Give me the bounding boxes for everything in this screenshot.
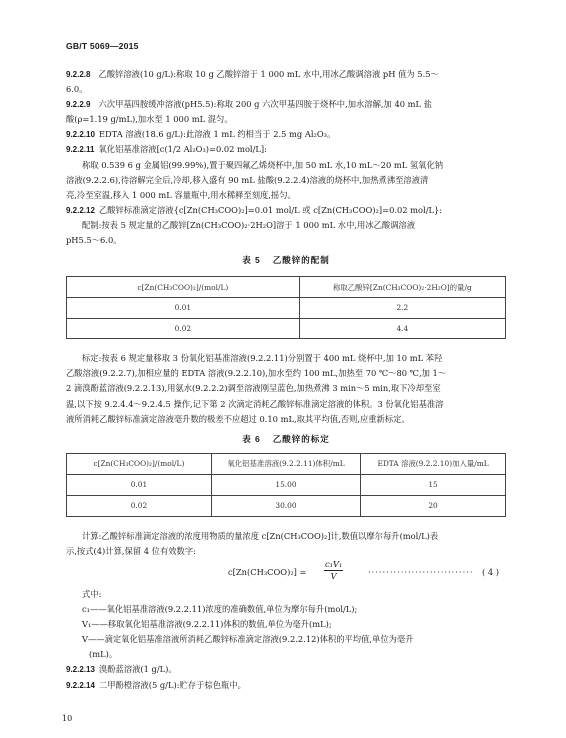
table-row: [67, 298, 506, 319]
table-cell: 0.01: [67, 474, 212, 495]
table-cell: 2.2: [299, 298, 505, 319]
item-number: 9.2.2.8: [66, 70, 91, 79]
table-cell: 20: [361, 495, 506, 516]
paragraph-line: 配制:按表 5 规定量的乙酸锌[Zn(CH₃COO)₂·2H₂O]溶于 1 000 mL 水中,用冰乙酸调溶液: [82, 219, 416, 230]
table-row: [67, 474, 506, 495]
definition-v: V——滴定氧化铝基准溶液所消耗乙酸锌标准滴定溶液(9.2.2.12)体积的平均值,单位为毫升: [82, 634, 414, 645]
table-cell: 15.00: [211, 474, 360, 495]
table-header-cell: 氧化铝基准溶液(9.2.2.11)体积/mL: [211, 453, 360, 474]
document-body: [66, 67, 506, 693]
table6-title: 乙酸锌的标定: [272, 433, 330, 444]
item-text: 二甲酚橙溶液(5 g/L):贮存于棕色瓶中。: [98, 679, 246, 690]
item-number: 9.2.2.10: [66, 130, 95, 140]
table-header-row: [67, 277, 506, 298]
paragraph-line: pH5.5～6.0。: [66, 235, 122, 246]
paragraph-line: 称取 0.539 6 g 金属铝(99.99%),置于聚四氟乙烯烧杯中,加 50 mL 水,10 mL～20 mL 氢氧化钠: [82, 159, 444, 170]
item-continuation: 6.0。: [66, 84, 88, 95]
table-row: [67, 495, 506, 516]
item-9-2-2-13: [66, 662, 506, 677]
formula-denominator: V: [330, 570, 337, 581]
formula-number: ( 4 ): [482, 566, 500, 577]
table-header-cell: 称取乙酸锌[Zn(CH₃COO)₂·2H₂O]的量/g: [299, 277, 505, 298]
item-number: 9.2.2.14: [66, 680, 95, 690]
item-text: 六次甲基四胺缓冲溶液(pH5.5):称取 200 g 六次甲基四胺于烧杯中,加水溶解,加 40 mL 盐: [98, 99, 432, 110]
item-9-2-2-8: [66, 67, 506, 82]
page-number: 10: [62, 714, 73, 723]
item-9-2-2-14: [66, 678, 506, 693]
where-label: 式中:: [82, 588, 102, 599]
item-9-2-2-11: [66, 142, 506, 157]
item-text: 氧化铝基准溶液[c(1/2 Al₂O₃)=0.02 mol/L]:: [98, 144, 267, 155]
table-header-cell: EDTA 溶液(9.2.2.10)加入量/mL: [361, 453, 506, 474]
table-5: [66, 276, 506, 339]
calc-line: 示,按式(4)计算,保留 4 位有效数字:: [66, 545, 196, 556]
item-continuation: 酸(ρ=1.19 g/mL),加水至 1 000 mL 混匀。: [66, 114, 233, 125]
table5-label: 表 5: [242, 255, 261, 266]
table6-caption: [66, 432, 506, 447]
item-9-2-2-9: [66, 97, 506, 112]
definition-c1: c₁——氧化铝基准溶液(9.2.2.11)浓度的准确数值,单位为摩尔每升(mol/L);: [82, 604, 358, 615]
table-cell: 15: [361, 474, 506, 495]
table-row: [67, 318, 506, 339]
calc-line: 计算:乙酸锌标准滴定溶液的浓度用物质的量浓度 c[Zn(CH₃COO)₂]计,数值以摩尔每升(mol/L)表: [82, 530, 439, 541]
calibration-line: 乙酸溶液(9.2.2.7),加相应量的 EDTA 溶液(9.2.2.10),加水至约 100 mL,加热至 70 ℃～80 ℃,加 1～: [66, 368, 447, 379]
calibration-line: 温,以下按 9.2.4.4～9.2.4.5 操作,记下第 2 次滴定消耗乙酸锌标准滴定溶液的体积。3 份氧化铝基准溶: [66, 398, 444, 409]
table5-caption: [66, 253, 506, 268]
item-text: 溴酚蓝溶液(1 g/L)。: [98, 664, 177, 675]
formula-4: [66, 559, 506, 583]
paragraph-line: 亮,冷至室温,移入 1 000 mL 容量瓶中,用水稀释至刻度,摇匀。: [66, 189, 296, 200]
table-cell: 4.4: [299, 318, 505, 339]
formula-fraction: [324, 559, 343, 582]
definition-v-continuation: (mL)。: [89, 649, 118, 660]
item-text: 乙酸锌标准滴定溶液{c[Zn(CH₃COO)₂]=0.01 mol/L 或 c[Zn(CH₃COO)₂]=0.02 mol/L}:: [98, 204, 443, 215]
calibration-line: 2 滴溴酚蓝溶液(9.2.2.13),用氨水(9.2.2.2)调至溶液刚呈蓝色,加热煮沸 3 min～5 min,取下冷却至室: [66, 383, 441, 394]
table-header-row: [67, 453, 506, 474]
item-number: 9.2.2.11: [66, 145, 95, 155]
table6-label: 表 6: [242, 433, 261, 444]
table-cell: 30.00: [211, 495, 360, 516]
table-cell: 0.01: [67, 298, 300, 319]
paragraph-line: 溶液(9.2.2.6),待溶解完全后,冷却,移入盛有 90 mL 盐酸(9.2.2.4)溶液的烧杯中,加热煮沸至溶液清: [66, 174, 429, 185]
table-cell: 0.02: [67, 495, 212, 516]
formula-lhs: c[Zn(CH₃COO)₂] =: [228, 566, 307, 577]
calibration-line: 标定:按表 6 规定量移取 3 份氧化铝基准溶液(9.2.2.11)分别置于 400 mL 烧杯中,加 10 mL 苯羟: [82, 353, 443, 364]
table-cell: 0.02: [67, 318, 300, 339]
item-9-2-2-12: [66, 203, 506, 218]
definition-v1: V₁——移取氧化铝基准溶液(9.2.2.11)体积的数值,单位为毫升(mL);: [82, 619, 332, 630]
item-text: EDTA 溶液(18.6 g/L):此溶液 1 mL 约相当于 2.5 mg Al₂O₃。: [98, 129, 336, 140]
item-number: 9.2.2.9: [66, 100, 91, 110]
standard-header: GB/T 5069—2015: [66, 41, 139, 51]
formula-numerator: c₁V₁: [325, 558, 343, 569]
item-text: 乙酸锌溶液(10 g/L):称取 10 g 乙酸锌溶于 1 000 mL 水中,用冰乙酸调溶液 pH 值为 5.5～: [98, 69, 439, 79]
table-header-cell: c[Zn(CH₃COO)₂]/(mol/L): [67, 277, 300, 298]
item-9-2-2-10: [66, 127, 506, 142]
item-number: 9.2.2.12: [66, 205, 95, 215]
table-header-cell: c[Zn(CH₃COO)₂]/(mol/L): [67, 453, 212, 474]
table5-title: 乙酸锌的配制: [272, 255, 330, 266]
calibration-line: 液所消耗乙酸锌标准滴定溶液毫升数的极差不应超过 0.10 mL,取其平均值,否则,应重新标定。: [66, 413, 410, 424]
item-number: 9.2.2.13: [66, 665, 95, 675]
formula-leader: ·····························: [368, 566, 474, 577]
table-6: [66, 453, 506, 517]
